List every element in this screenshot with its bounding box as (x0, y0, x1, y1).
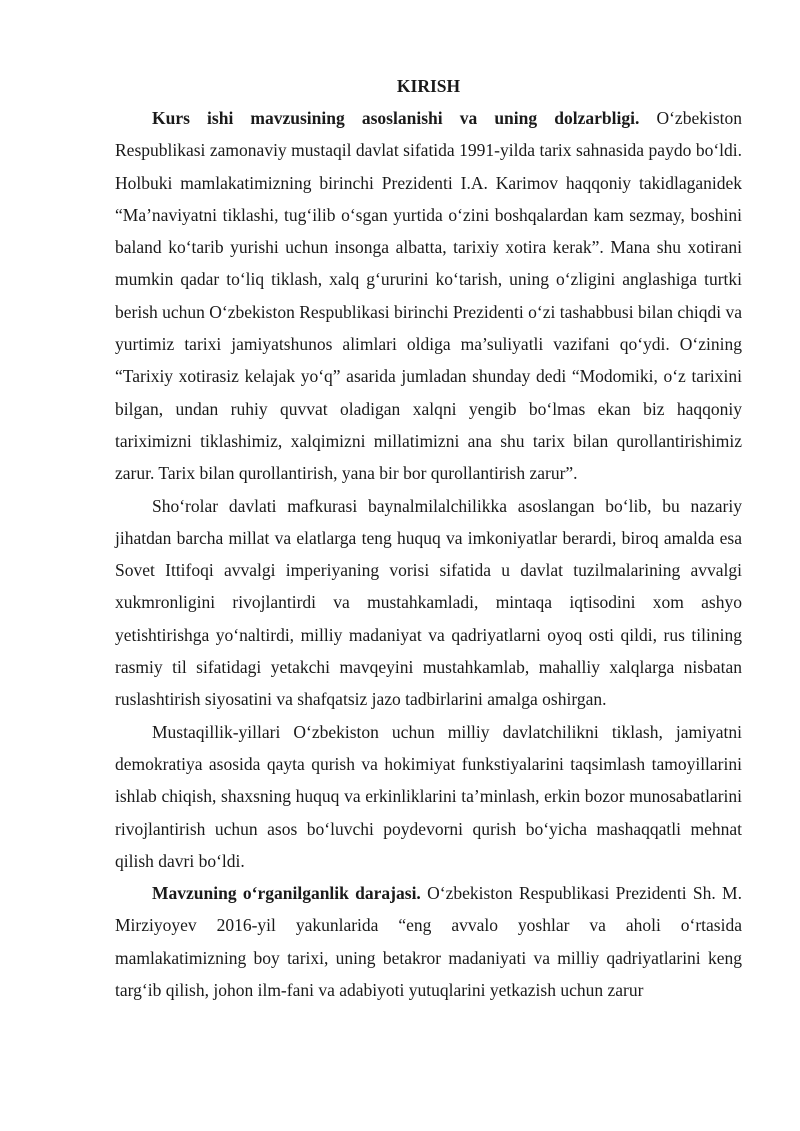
paragraph-study-degree (115, 877, 742, 1006)
paragraph-heading-study-degree: Mavzuning o‘rganilganlik darajasi. (152, 883, 421, 904)
paragraph-soviet-ideology (115, 490, 742, 716)
paragraph-text: Mustaqillik-yillari O‘zbekiston uchun milliy davlatchilikni tiklash, jamiyatni demokratiya asosida qayta qurish va hokimiyat funkstiyalarini taqsimlash tamoyillarini ishlab chiqish, shaxsning huquq va erkinliklarini ta’minlash, erkin bozor munosabatlarini rivojlantirish uchun asos bo‘luvchi poydevorni qurish bo‘yicha mashaqqatli mehnat qilish davri bo‘ldi. (115, 721, 742, 871)
paragraph-text: Sho‘rolar davlati mafkurasi baynalmilalchilikka asoslangan bo‘lib, bu nazariy jihatdan barcha millat va elatlarga teng huquq va imkoniyatlar berardi, biroq amalda esa Sovet Ittifoqi avvalgi imperiyaning vorisi sifatida u davlat tuzilmalarining avvalgi xukmronligini rivojlantirdi va mustahkamladi, mintaqa iqtisodini xom ashyo yetishtirishga yo‘naltirdi, milliy madaniyat va qadriyatlarni oyoq osti qildi, rus tilining rasmiy til sifatidagi yetakchi mavqeyini mustahkamlab, mahalliy xalqlarga nisbatan ruslashtirish siyosatini va shafqatsiz jazo tadbirlarini amalga oshirgan. (115, 495, 742, 710)
paragraph-heading-relevance: Kurs ishi mavzusining asoslanishi va uning dolzarbligi. (152, 108, 640, 128)
paragraph-text: O‘zbekiston Respublikasi zamonaviy mustaqil davlat sifatida 1991-yilda tarix sahnasida paydo bo‘ldi. Holbuki mamlakatimizning birinchi Prezidenti I.A. Karimov haqqoniy takidlaganidek “Ma’naviyatni tiklashi, tug‘ilib o‘sgan yurtida o‘zini boshqalardan kam sezmay, boshini baland ko‘tarib yurishi uchun insonga albatta, tarixiy xotira kerak”. Mana shu xotirani mumkin qadar to‘liq tiklash, xalq g‘ururini ko‘tarish, uning o‘zligini anglashiga turtki berish uchun O‘zbekiston Respublikasi birinchi Prezidenti o‘zi tashabbusi bilan chiqdi va yurtimiz tarixi jamiyatshunos alimlari oldiga ma’suliyatli vazifani qo‘ydi. O‘zining “Tarixiy xotirasiz kelajak yo‘q” asarida jumladan shunday dedi “Modomiki, o‘z tarixini bilgan, undan ruhiy quvvat oladigan xalqni yengib bo‘lmas ekan biz haqqoniy tariximizni tiklashimiz, xalqimizni millatimizni ana shu tarix bilan qurollantirishimiz zarur. Tarix bilan qurollantirish, yana bir bor qurollantirish zarur”. (115, 108, 742, 484)
page-title: KIRISH (396, 76, 461, 96)
paragraph-independence-years (115, 716, 742, 877)
paragraph-text: O‘zbekiston Respublikasi Prezidenti Sh. M. Mirziyoyev 2016-yil yakunlarida “eng avvalo yoshlar va aholi o‘rtasida mamlakatimizning boy tarixi, uning betakror madaniyati va milliy qadriyatlarini keng targ‘ib qilish, johon ilm-fani va adabiyoti yutuqlarini yetkazish uchun zarur (115, 883, 742, 1001)
paragraph-relevance (115, 102, 742, 490)
document-body (115, 70, 742, 1006)
